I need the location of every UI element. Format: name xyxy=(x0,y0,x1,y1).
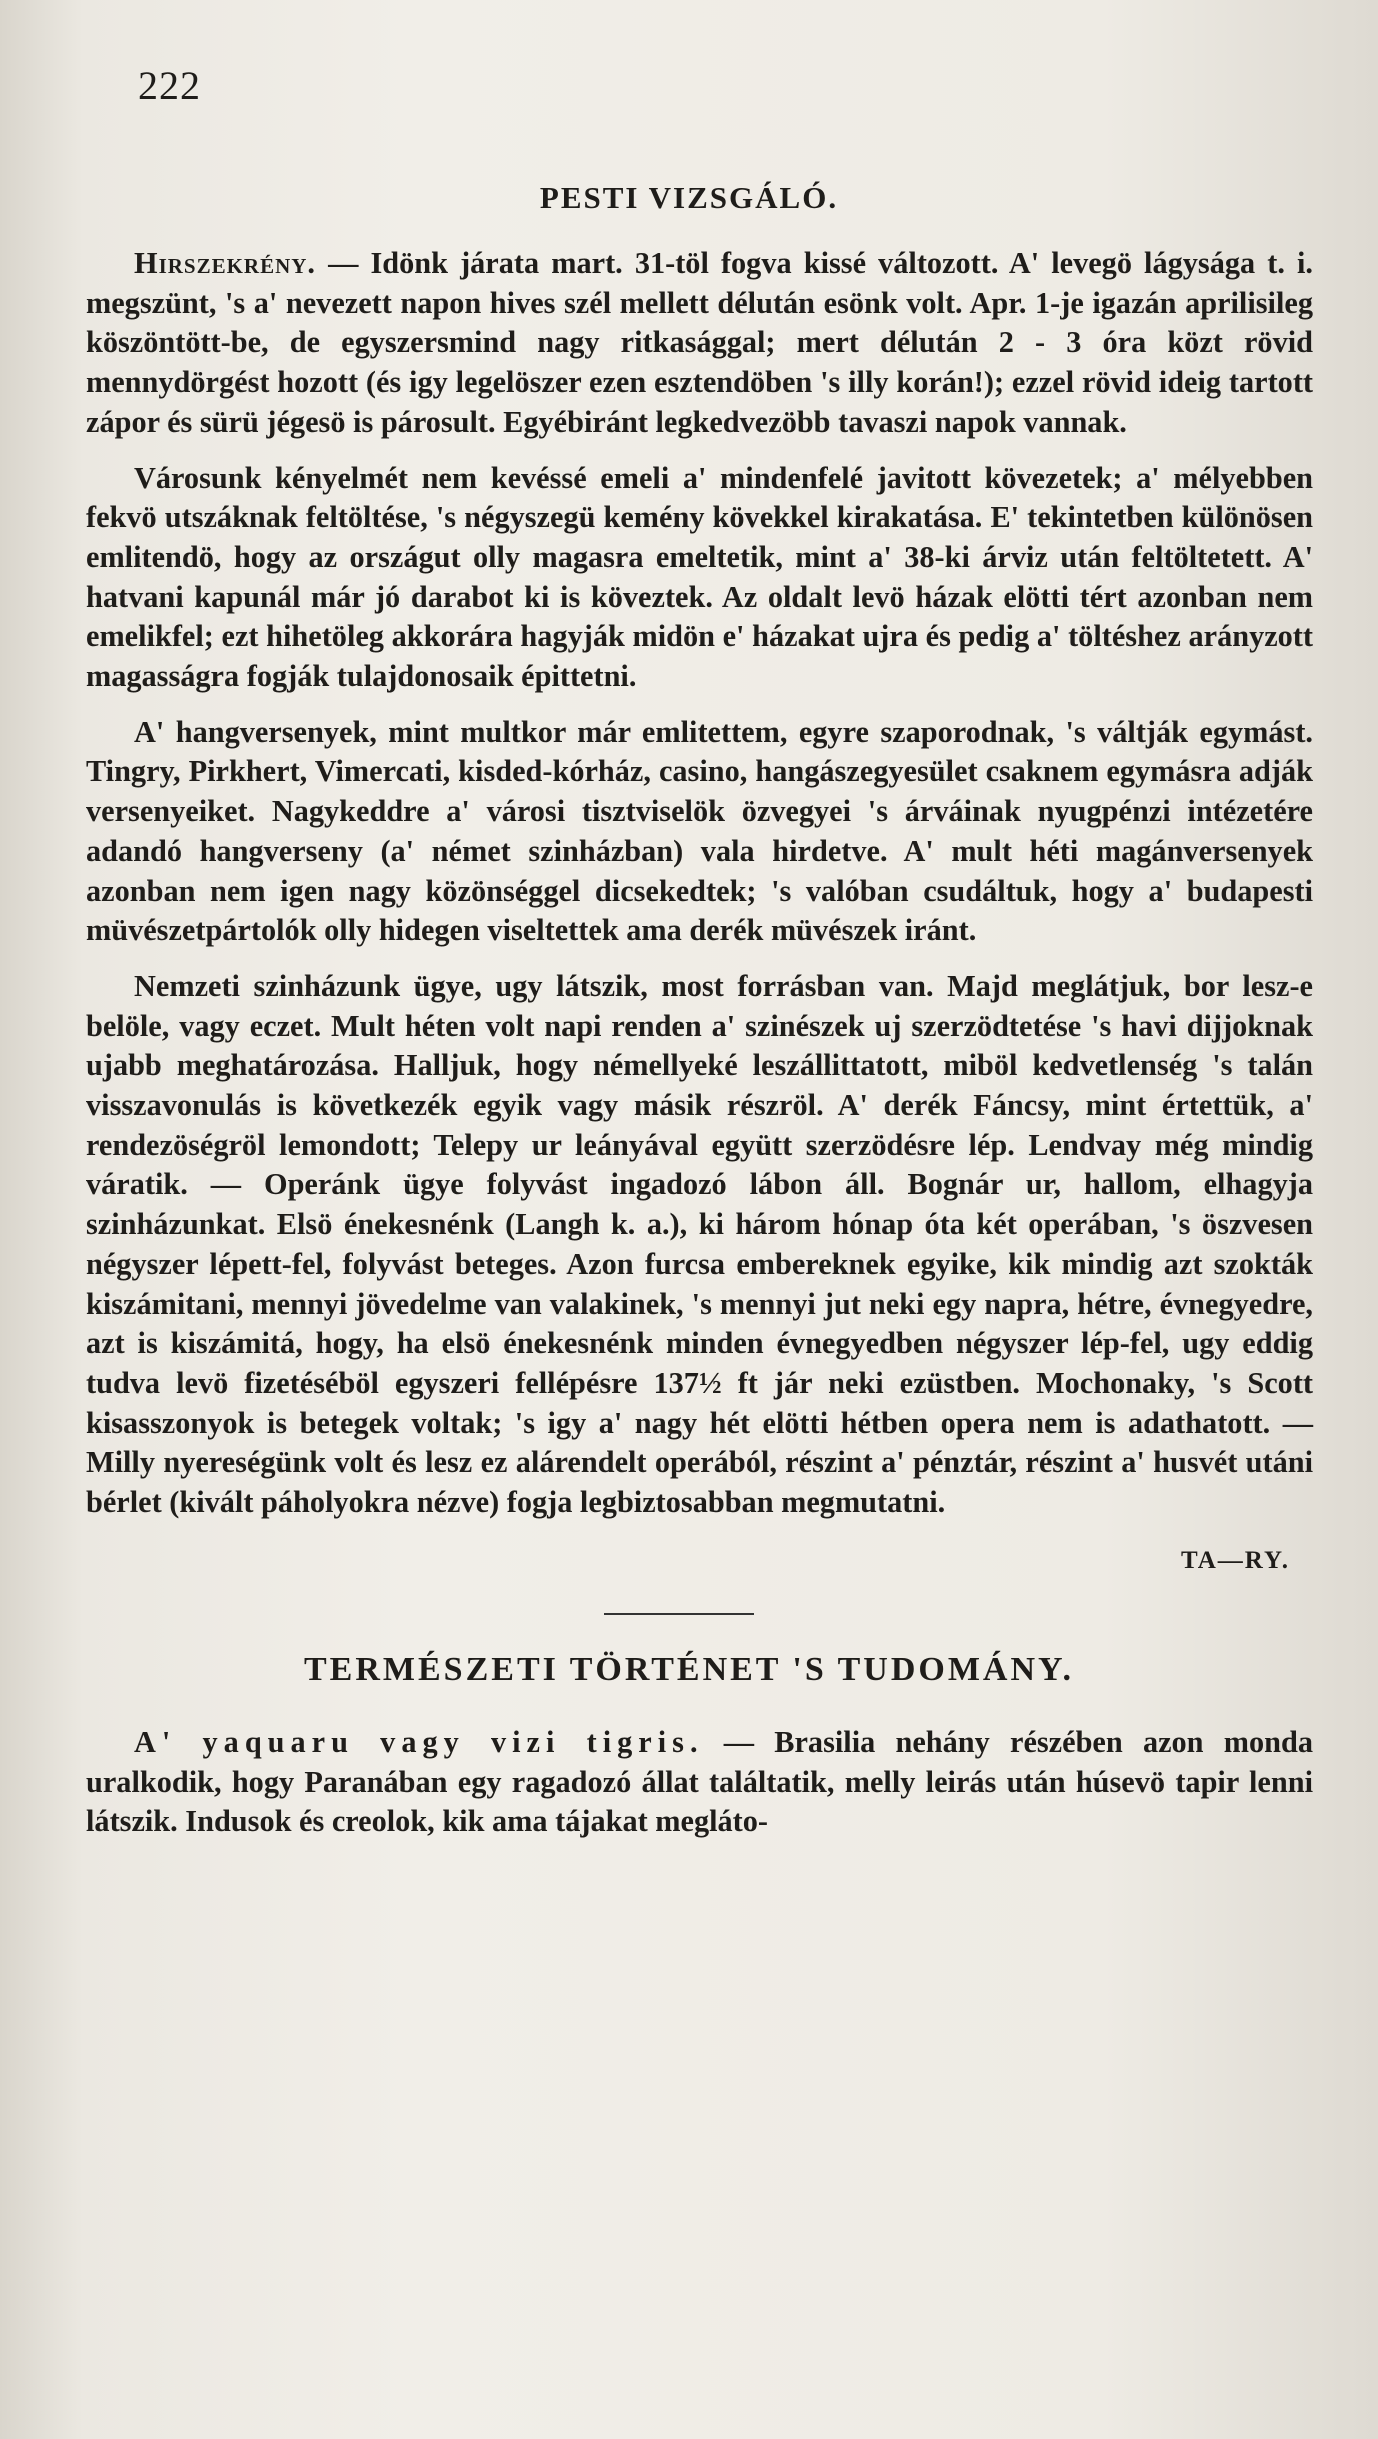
paragraph-lead: A' yaquaru vagy vizi tigris. xyxy=(134,1725,704,1759)
page-number: 222 xyxy=(138,63,201,108)
section-body-termeszeti xyxy=(86,1723,1313,1858)
paragraph-lead: Hirszekrény. xyxy=(134,246,317,280)
paragraph-kovezet: Városunk kényelmét nem kevéssé emeli a' mindenfelé javitott kövezetek; a' mélyebben fekvö utszáknak feltöltése, 's négyszegü kemény kövekkel kirakatása. E' tekintetben különösen emlitendö, hogy az országut olly magasra emeltetik, mint a' 38-ki árviz után feltöltetett. A' hatvani kapunál már jó darabot ki is köveztek. Az oldalt levö házak elötti tért azonban nem emelikfel; ezt hihetöleg akkorára hagyják midön e' házakat ujra és pedig a' töltéshez arányzott magasságra fogják tulajdonosaik épittetni. xyxy=(86,460,1313,694)
section-title-pesti-vizsgalo: PESTI VIZSGÁLÓ. xyxy=(539,180,839,215)
paragraph-yaquaru xyxy=(86,1723,1313,1842)
paragraph-hangversenyek: A' hangversenyek, mint multkor már emlitettem, egyre szaporodnak, 's váltják egymást. Tingry, Pirkhert, Vimercati, kisded-kórház, casino, hangászegyesület csaknem egymásra adják versenyeiket. Nagykeddre a' városi tisztviselök özvegyei 's árváinak nyugpénzi intézetére adandó hangverseny (a' német szinházban) vala hirdetve. A' mult héti magánversenyek azonban nem igen nagy közönséggel dicsekedtek; 's valóban csudáltuk, hogy a' budapesti müvészetpártolók olly hidegen viseltettek ama derék müvészek iránt. xyxy=(86,714,1313,948)
paragraph-szinhaz: Nemzeti szinházunk ügye, ugy látszik, most forrásban van. Majd meglátjuk, bor lesz-e belöle, vagy eczet. Mult héten volt napi renden a' szinészek uj szerzödtetése 's havi dijjoknak ujabb meghatározása. Halljuk, hogy némellyeké leszállittatott, miböl kedvetlenség 's talán visszavonulás is következék egyik vagy másik részröl. A' derék Fáncsy, mint értettük, a' rendezöségröl lemondott; Telepy ur leányával együtt szerzödésre lép. Lendvay még mindig váratik. — Operánk ügye folyvást ingadozó lábon áll. Bognár ur, hallom, elhagyja szinházunkat. Elsö énekesnénk (Langh k. a.), ki három hónap óta két operában, 's öszvesen négyszer lépett-fel, folyvást beteges. Azon furcsa embereknek egyike, kik mindig azt szokták kiszámitani, mennyi jövedelme van valakinek, 's mennyi jut neki egy napra, hétre, évnegyedre, azt is kiszámitá, hogy, ha elsö énekesnénk minden évnegyedben négyszer lép-fel, ugy eddig tudva levö fizetéséböl egyszeri fellépésre 137½ ft jár neki ezüstben. Mochonaky, 's Scott kisasszonyok is betegek voltak; 's igy a' nagy hét elötti hétben opera nem is adathatott. — Milly nyereségünk volt és lesz ez alárendelt operából, részint a' pénztár, részint a' husvét utáni bérlet (kivált páholyokra nézve) fogja legbiztosabban megmutatni. xyxy=(86,968,1313,1520)
section-divider xyxy=(604,1613,754,1615)
section-title-termeszeti: TERMÉSZETI TÖRTÉNET 'S TUDOMÁNY. xyxy=(304,1651,1074,1688)
paragraph-hirszekreny xyxy=(86,244,1313,443)
section-body-pesti-vizsgalo xyxy=(86,244,1313,1539)
author-signature: TA—RY. xyxy=(1180,1547,1290,1574)
paragraph-text: — Brasilia nehány részében azon monda uralkodik, hogy Paranában egy ragadozó állat találtatik, melly leirás után húsevö tapir lenni látszik. Indusok és creolok, kik ama tájakat megláto- xyxy=(86,1725,1313,1839)
paragraph-text: — Idönk járata mart. 31-töl fogva kissé változott. A' levegö lágysága t. i. megszünt, 's a' nevezett napon hives szél mellett délután esönk volt. Apr. 1-je igazán aprilisileg köszöntött-be, de egyszersmind nagy ritkasággal; mert délután 2 - 3 óra közt rövid mennydörgést hozott (és igy legelöszer ezen esztendöben 's illy korán!); ezzel rövid ideig tartott zápor és sürü jégesö is párosult. Egyébiránt legkedvezöbb tavaszi napok vannak. xyxy=(86,246,1313,439)
